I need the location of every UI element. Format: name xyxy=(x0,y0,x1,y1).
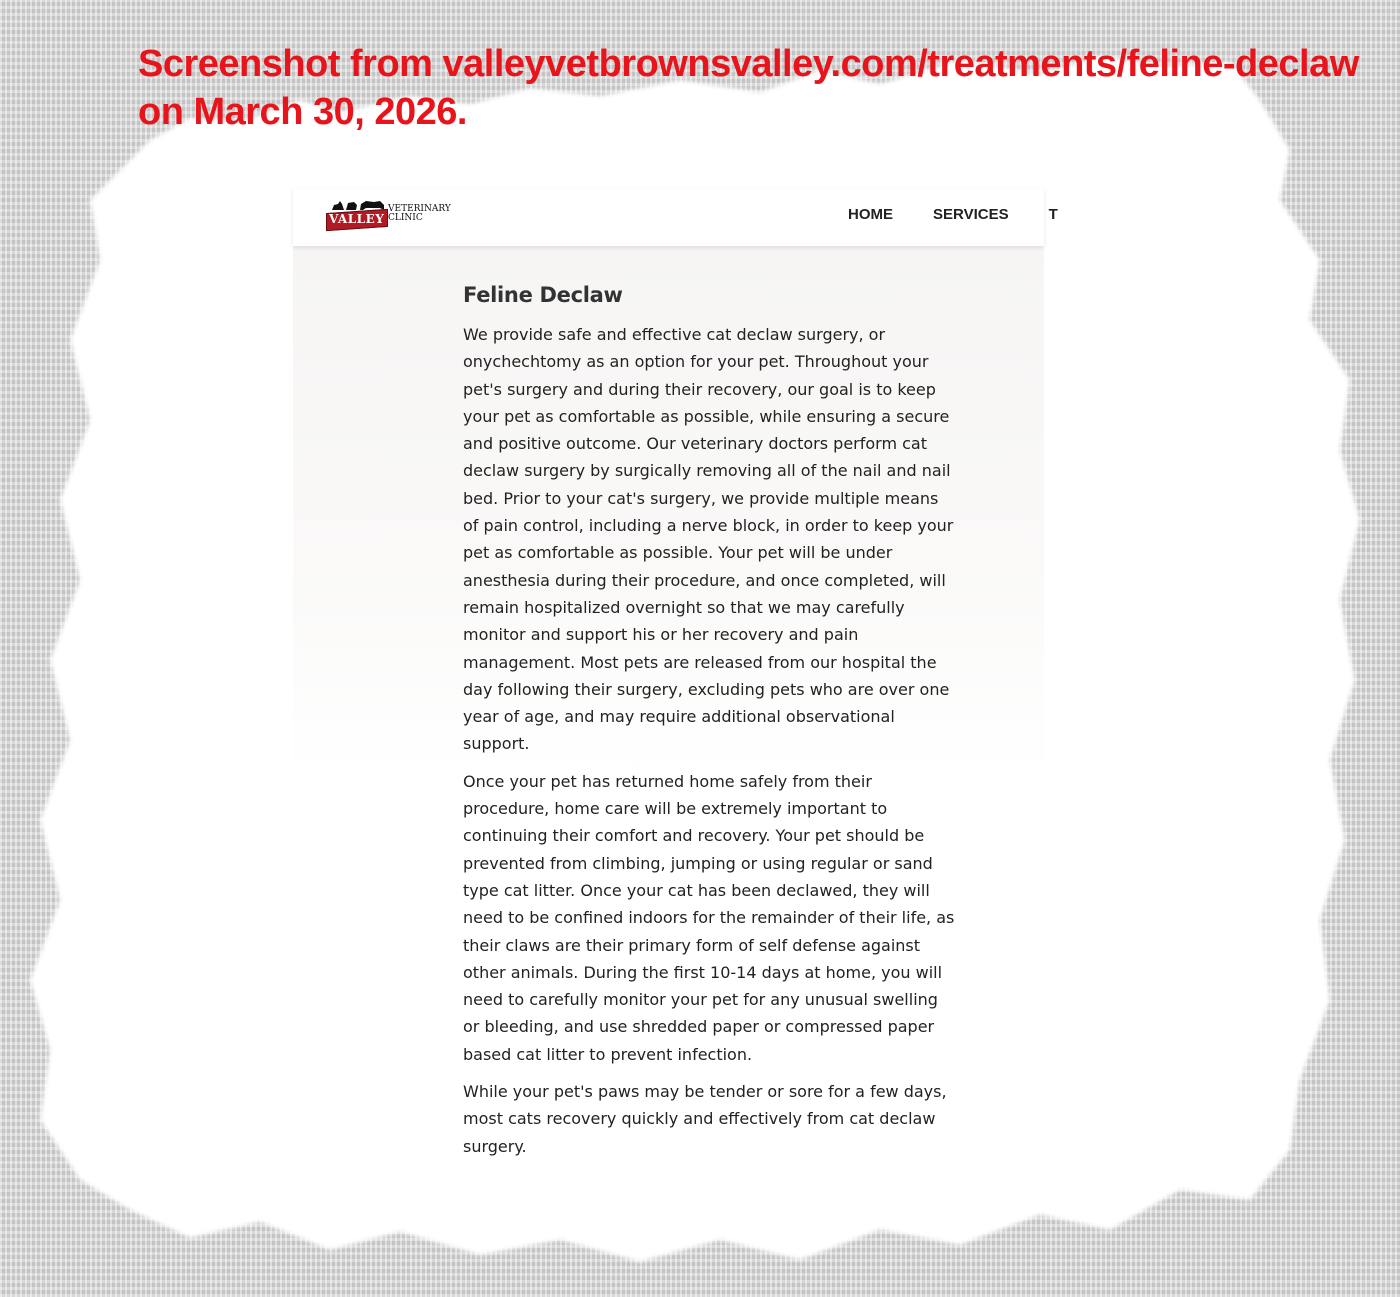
clinic-logo[interactable] xyxy=(324,199,454,231)
article-paragraph: While your pet's paws may be tender or sore for a few days, most cats recovery quickly and effectively from cat declaw surgery. xyxy=(463,1082,947,1156)
nav-item-services[interactable]: SERVICES xyxy=(933,206,1009,223)
logo-clinic-line-2: CLINIC xyxy=(388,213,423,223)
site-header xyxy=(293,188,1058,246)
caption-line-2: on March 30, 2026. xyxy=(138,91,467,133)
article-paragraph: Once your pet has returned home safely from their procedure, home care will be extremely important to continuing their comfort and recovery. Your pet should be prevented from climbing, jumping or using regular or sand type cat litter. Once your cat has been declawed, they will need to be confined indoors for the remainder of their life, as their claws are their primary form of self defense against other animals. During the first 10-14 days at home, you will need to carefully monitor your pet for any unusual swelling or bleeding, and use shredded paper or compressed paper based cat litter to prevent infection. xyxy=(463,771,955,1064)
logo-banner-text: VALLEY xyxy=(329,212,385,226)
main-nav xyxy=(848,206,1057,223)
nav-item-home[interactable]: HOME xyxy=(848,206,893,223)
caption-line-1: Screenshot from valleyvetbrownsvalley.com/treatments/feline-declaw xyxy=(138,43,1359,85)
logo-clinic-name xyxy=(388,205,451,223)
screenshot-caption xyxy=(138,40,1359,136)
article xyxy=(463,283,955,1170)
article-paragraph: We provide safe and effective cat declaw surgery, or onychechtomy as an option for your pet. Throughout your pet's surgery and during their recovery, our goal is to keep your pet as comfortable as possible, while ensuring a secure and positive outcome. Our veterinary doctors perform cat declaw surgery by surgically removing all of the nail and nail bed. Prior to your cat's surgery, we provide multiple means of pain control, including a nerve block, in order to keep your pet as comfortable as possible. Your pet will be under anesthesia during their procedure, and once completed, will remain hospitalized overnight so that we may carefully monitor and support his or her recovery and pain management. Most pets are released from our hospital the day following their surgery, excluding pets who are over one year of age, and may require additional observational support. xyxy=(463,325,954,754)
logo-clinic-line-1: VETERINARY xyxy=(388,204,451,214)
nav-item-truncated[interactable]: T xyxy=(1048,206,1058,223)
website-page xyxy=(293,188,1058,1166)
page-right-extension xyxy=(1044,205,1220,1140)
page-title: Feline Declaw xyxy=(463,283,623,307)
